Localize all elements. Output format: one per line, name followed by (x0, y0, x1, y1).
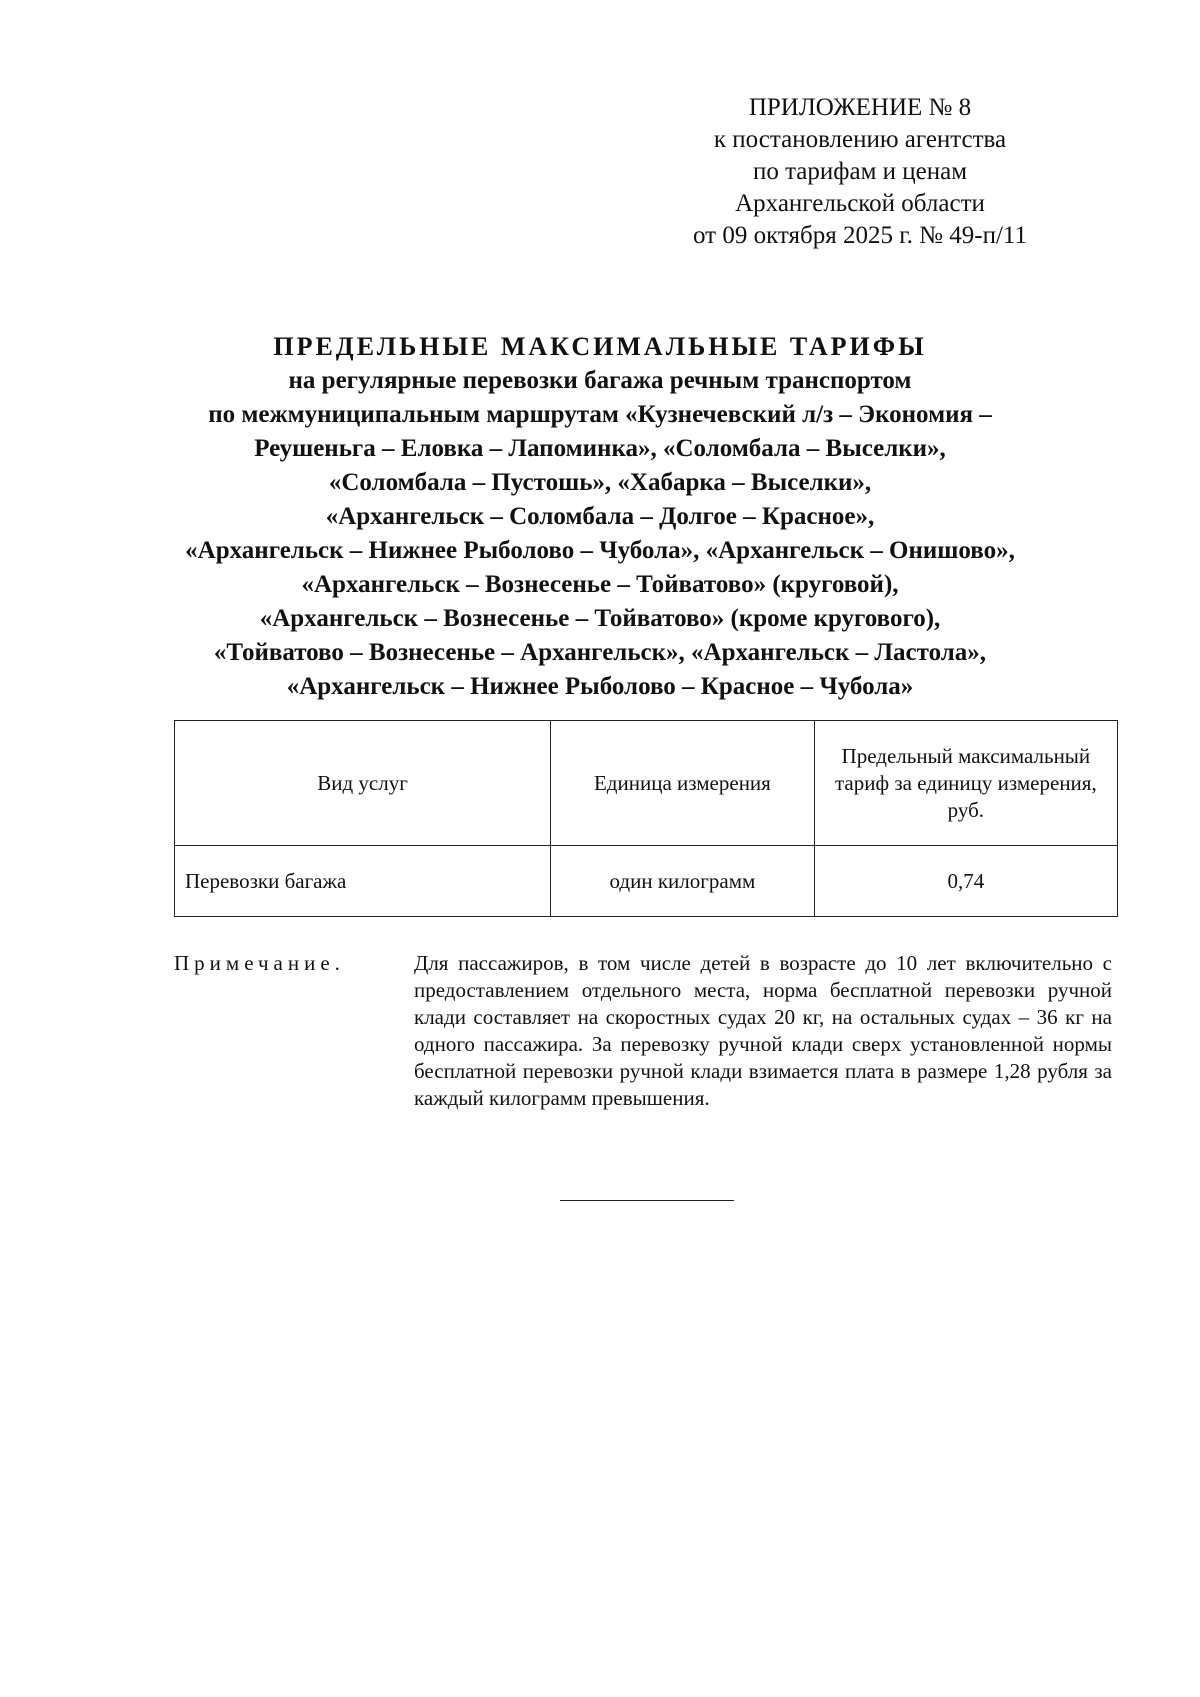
title-line: «Соломбала – Пустошь», «Хабарка – Выселки», (328, 469, 872, 496)
appendix-header (640, 92, 1080, 252)
closing-separator (560, 1200, 734, 1201)
title-line: на регулярные перевозки багажа речным транспортом (288, 367, 912, 394)
appendix-line-region: Архангельской области (735, 190, 985, 217)
appendix-line-date: от 09 октября 2025 г. № 49-п/11 (693, 222, 1027, 249)
header-service: Вид услуг (175, 721, 551, 846)
appendix-line-resolution: к постановлению агентства (713, 126, 1007, 153)
cell-tariff: 0,74 (814, 846, 1117, 917)
title-line: по межмуниципальным маршрутам «Кузнечевский л/з – Экономия – (208, 401, 992, 428)
appendix-line-agency: по тарифам и ценам (752, 158, 968, 185)
header-unit: Единица измерения (551, 721, 815, 846)
appendix-number: ПРИЛОЖЕНИЕ № 8 (748, 94, 972, 121)
tariff-table (174, 720, 1118, 917)
document-title: ПРЕДЕЛЬНЫЕ МАКСИМАЛЬНЫЕ ТАРИФЫ (273, 332, 927, 361)
title-line: «Архангельск – Нижнее Рыболово – Красное – Чубола» (286, 673, 914, 700)
title-line: «Архангельск – Вознесенье – Тойватово» (кроме кругового), (259, 605, 941, 632)
cell-service: Перевозки багажа (175, 846, 551, 917)
title-line: Реушеньга – Еловка – Лапоминка», «Соломбала – Выселки», (254, 435, 946, 462)
document-title-block (130, 330, 1070, 704)
title-line: «Архангельск – Нижнее Рыболово – Чубола», «Архангельск – Онишово», (185, 537, 1015, 564)
table-row (175, 846, 1118, 917)
header-tariff: Предельный максимальный тариф за единицу измерения, руб. (814, 721, 1117, 846)
cell-unit: один килограмм (551, 846, 815, 917)
title-line: «Тойватово – Вознесенье – Архангельск», «Архангельск – Ластола», (213, 639, 987, 666)
note-label: Примечание. (174, 951, 345, 975)
title-line: «Архангельск – Соломбала – Долгое – Красное», (325, 503, 875, 530)
table-header-row (175, 721, 1118, 846)
note-text: Для пассажиров, в том числе детей в возрасте до 10 лет включительно с предоставлением отдельного места, норма бесплатной перевозки ручной клади составляет на скоростных судах 20 кг, на остальных судах – 36 кг на одного пассажира. За перевозку ручной клади сверх установленной нормы бесплатной перевозки ручной клади взимается плата в размере 1,28 рубля за каждый килограмм превышения. (414, 951, 1112, 1110)
title-line: «Архангельск – Вознесенье – Тойватово» (круговой), (301, 571, 899, 598)
